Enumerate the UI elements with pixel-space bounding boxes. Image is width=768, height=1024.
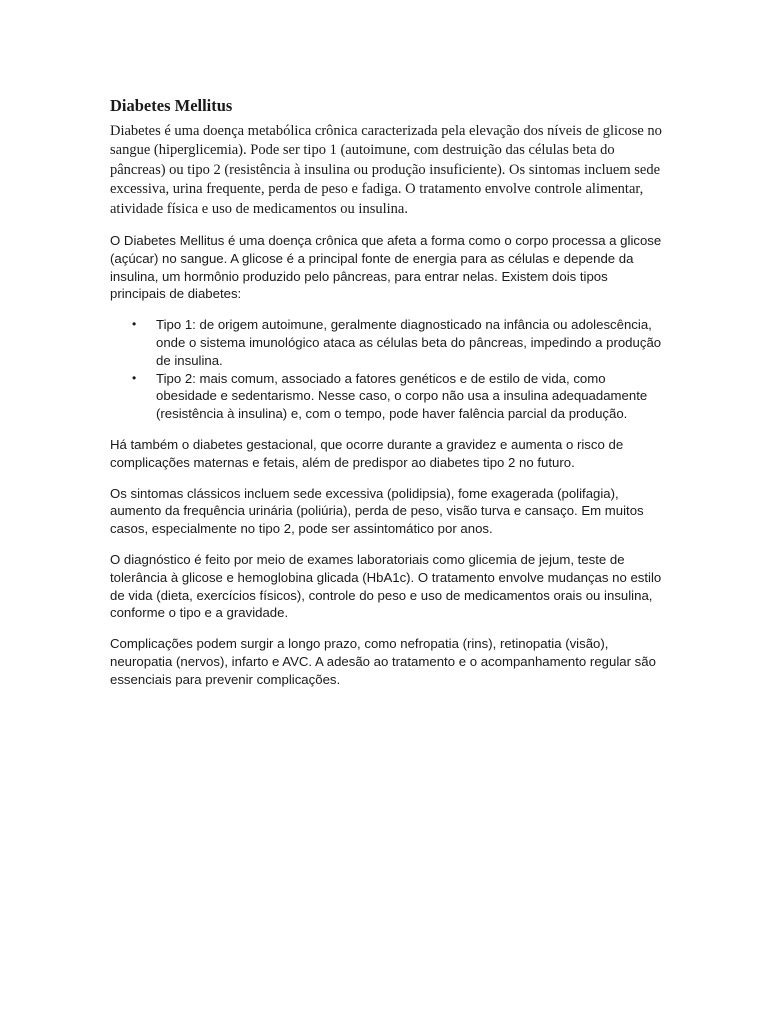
list-item-type-1	[132, 316, 662, 369]
intro-paragraph: Diabetes é uma doença metabólica crônica caracterizada pela elevação dos níveis de glicose no sangue (hiperglicemia). Pode ser tipo 1 (autoimune, com destruição das células beta do pâncreas) ou tipo 2 (resistência à insulina ou produção insuficiente). Os sintomas incluem sede excessiva, urina frequente, perda de peso e fadiga. O tratamento envolve controle alimentar, atividade física e uso de medicamentos ou insulina.	[110, 123, 662, 217]
paragraph-symptoms: Os sintomas clássicos incluem sede excessiva (polidipsia), fome exagerada (polifagia), aumento da frequência urinária (poliúria), perda de peso, visão turva e cansaço. Em muitos casos, especialmente no tipo 2, pode ser assintomático por anos.	[110, 485, 644, 537]
paragraph-gestational: Há também o diabetes gestacional, que ocorre durante a gravidez e aumenta o risco de complicações maternas e fetais, além de predispor ao diabetes tipo 2 no futuro.	[110, 437, 624, 470]
bullet-icon: •	[132, 370, 137, 385]
list-item-text: Tipo 1: de origem autoimune, geralmente diagnosticado na infância ou adolescência, onde o sistema imunológico ataca as células beta do pâncreas, impedindo a produção de insulina.	[156, 317, 662, 368]
document-page	[110, 96, 662, 702]
list-item-type-2	[132, 370, 662, 423]
diabetes-types-list	[110, 316, 662, 423]
paragraph-overview: O Diabetes Mellitus é uma doença crônica que afeta a forma como o corpo processa a glicose (açúcar) no sangue. A glicose é a principal fonte de energia para as células e depende da insulina, um hormônio produzido pelo pâncreas, para entrar nelas. Existem dois tipos principais de diabetes:	[110, 233, 662, 302]
bullet-icon: •	[132, 317, 137, 332]
list-item-text: Tipo 2: mais comum, associado a fatores genéticos e de estilo de vida, como obesidade e sedentarismo. Nesse caso, o corpo não usa a insulina adequadamente (resistência à insulina) e, com o tempo, pode haver falência parcial da produção.	[156, 370, 648, 422]
document-title: Diabetes Mellitus	[110, 96, 233, 115]
paragraph-diagnosis: O diagnóstico é feito por meio de exames laboratoriais como glicemia de jejum, teste de tolerância à glicose e hemoglobina glicada (HbA1c). O tratamento envolve mudanças no estilo de vida (dieta, exercícios físicos), controle do peso e uso de medicamentos orais ou insulina, conforme o tipo e a gravidade.	[110, 551, 662, 621]
paragraph-complications: Complicações podem surgir a longo prazo, como nefropatia (rins), retinopatia (visão), neuropatia (nervos), infarto e AVC. A adesão ao tratamento e o acompanhamento regular são essenciais para prevenir complicações.	[110, 636, 656, 687]
